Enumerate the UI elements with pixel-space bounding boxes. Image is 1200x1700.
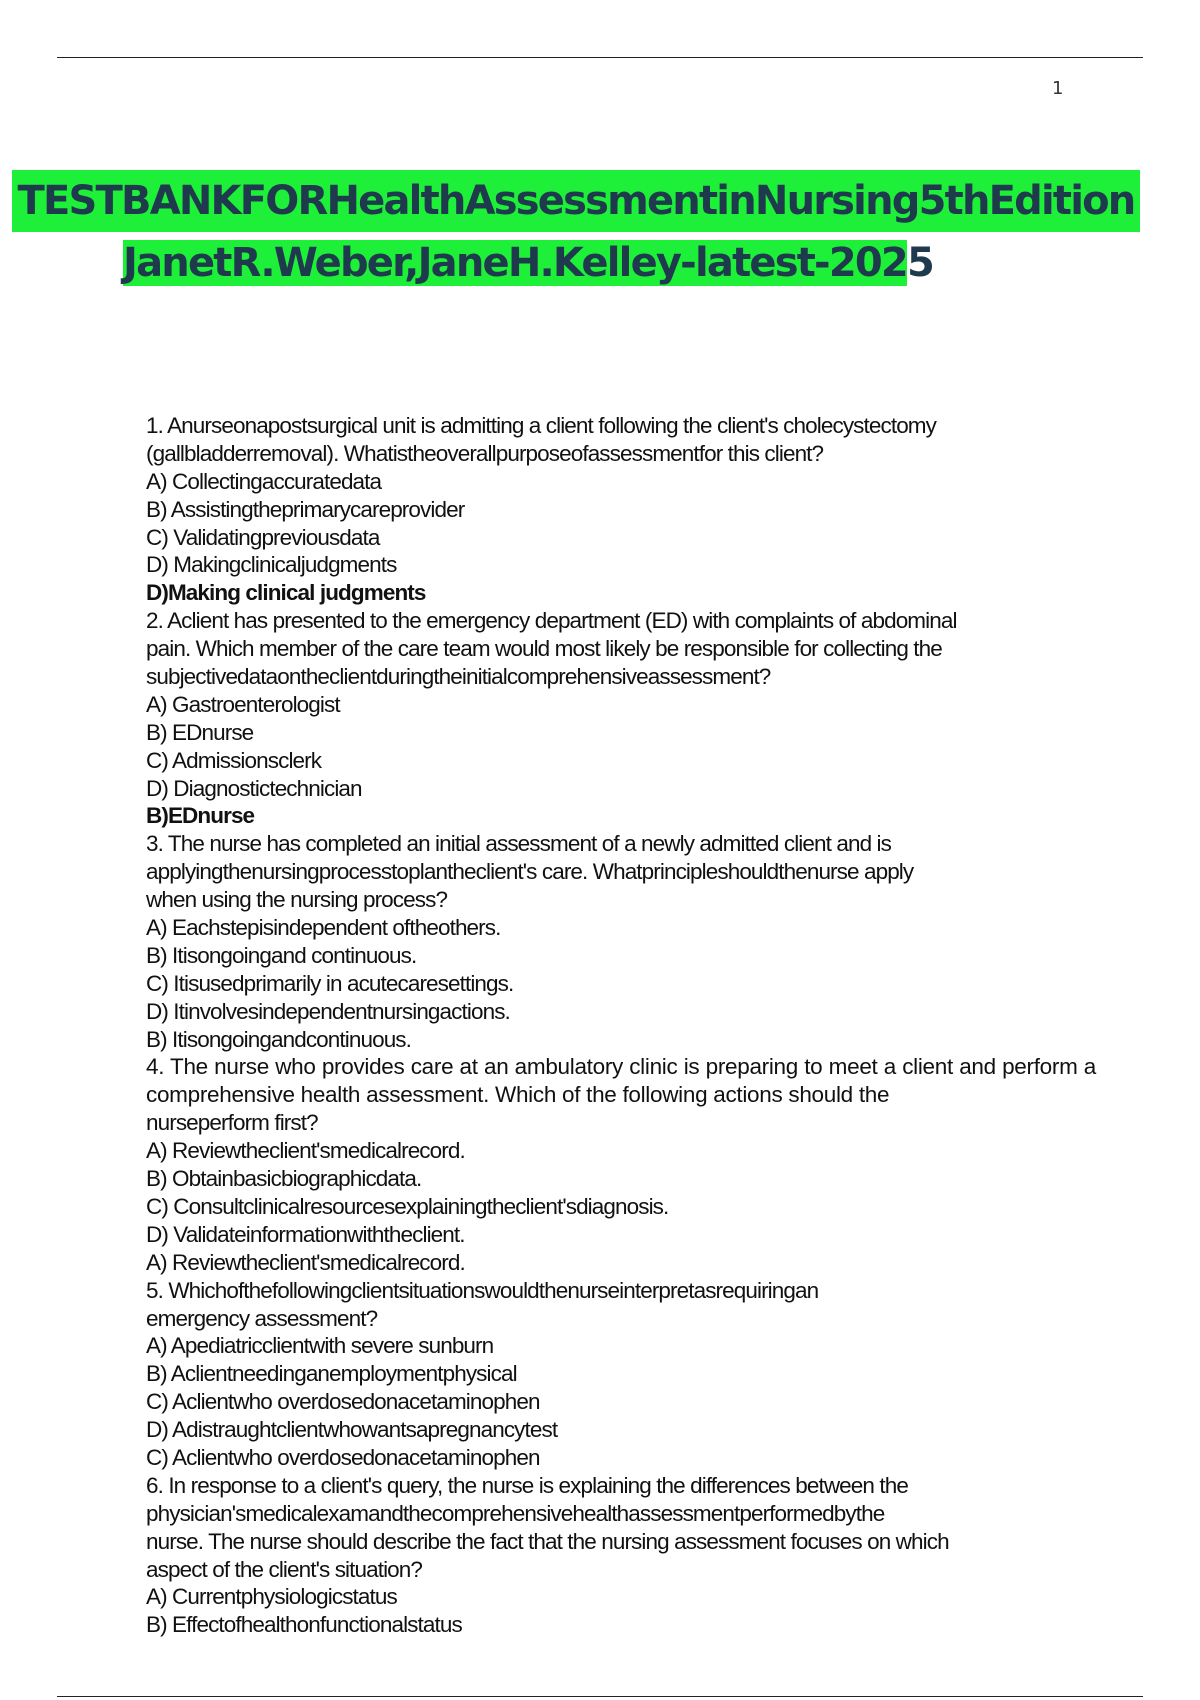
answer-option: B) EDnurse [146, 719, 254, 745]
title-highlighted-text: JanetR.Weber,JaneH.Kelley-latest-202 [123, 240, 907, 286]
correct-answer: A) Reviewtheclient'smedicalrecord. [146, 1249, 465, 1275]
answer-option: A) Eachstepisindependent oftheothers. [146, 915, 501, 941]
question-stem-line: nurse. The nurse should describe the fact that the nursing assessment focuses on which [146, 1528, 949, 1554]
answer-option: C) Validatingpreviousdata [146, 524, 380, 550]
correct-answer: D)Making clinical judgments [146, 580, 426, 606]
answer-option: B) Effectofhealthonfunctionalstatus [146, 1612, 462, 1638]
question-stem-line: 3. The nurse has completed an initial assessment of a newly admitted client and is [146, 831, 891, 857]
question-stem-line: aspect of the client's situation? [146, 1556, 423, 1582]
question-stem-line: 2. Aclient has presented to the emergency department (ED) with complaints of abdominal [146, 608, 957, 634]
question-block [146, 1472, 1096, 1639]
document-title-line-1: TESTBANKFORHealthAssessmentinNursing5thEdition [12, 170, 1140, 232]
question-block [146, 830, 1096, 1053]
question-stem-line: 1. Anurseonapostsurgical unit is admitting a client following the client's cholecystectomy [146, 413, 936, 438]
question-list [146, 412, 1096, 1639]
question-stem-line: 6. In response to a client's query, the nurse is explaining the differences between the [146, 1472, 908, 1498]
document-title-line-2 [123, 232, 933, 294]
answer-option: B) Obtainbasicbiographicdata. [146, 1166, 422, 1192]
answer-option: C) Itisusedprimarily in acutecaresettings. [146, 970, 514, 996]
answer-option: D) Makingclinicaljudgments [146, 552, 397, 578]
question-stem-line: pain. Which member of the care team would most likely be responsible for collecting the [146, 636, 942, 662]
answer-option: C) Consultclinicalresourcesexplainingtheclient'sdiagnosis. [146, 1193, 669, 1219]
header-rule [57, 57, 1143, 58]
question-stem-line: subjectivedataontheclientduringtheinitialcomprehensiveassessment? [146, 664, 771, 690]
question-block [146, 1277, 1096, 1472]
question-stem-line: physician'smedicalexamandthecomprehensivehealthassessmentperformedbythe [146, 1500, 885, 1526]
answer-option: B) Assistingtheprimarycareprovider [146, 496, 465, 522]
answer-option: B) Itisongoingand continuous. [146, 942, 417, 968]
question-block [146, 412, 1096, 607]
page-number: 1 [1052, 78, 1064, 99]
question-stem-line: emergency assessment? [146, 1305, 378, 1331]
question-stem-line: 5. Whichofthefollowingclientsituationswouldthenurseinterpretasrequiringan [146, 1277, 819, 1303]
question-stem-line: applyingthenursingprocesstoplantheclient's care. Whatprincipleshouldthenurse apply [146, 859, 914, 885]
answer-option: D) Adistraughtclientwhowantsapregnancytest [146, 1417, 558, 1443]
question-block [146, 1053, 1096, 1276]
answer-option: A) Gastroenterologist [146, 691, 340, 717]
question-block [146, 607, 1096, 830]
title-tail-text: 5 [906, 240, 933, 286]
correct-answer: C) Aclientwho overdosedonacetaminophen [146, 1444, 540, 1470]
answer-option: A) Apediatricclientwith severe sunburn [146, 1333, 494, 1359]
question-stem-line: when using the nursing process? [146, 887, 448, 913]
correct-answer: B)EDnurse [146, 803, 255, 829]
question-stem-line: 4. The nurse who provides care at an ambulatory clinic is preparing to meet a client and perform a comprehensive health assessment. Which of the following actions should the [146, 1054, 1096, 1108]
answer-option: A) Reviewtheclient'smedicalrecord. [146, 1138, 465, 1164]
correct-answer: B) Itisongoingandcontinuous. [146, 1026, 412, 1052]
answer-option: B) Aclientneedinganemploymentphysical [146, 1361, 517, 1387]
question-stem-line: nurseperform first? [146, 1110, 318, 1136]
answer-option: A) Collectingaccuratedata [146, 468, 382, 494]
answer-option: D) Diagnostictechnician [146, 775, 362, 801]
question-stem-line: (gallbladderremoval). Whatistheoverallpurposeofassessmentfor this client? [146, 440, 824, 466]
answer-option: D) Itinvolvesindependentnursingactions. [146, 998, 510, 1024]
answer-option: C) Aclientwho overdosedonacetaminophen [146, 1389, 540, 1415]
answer-option: A) Currentphysiologicstatus [146, 1584, 397, 1610]
answer-option: D) Validateinformationwiththeclient. [146, 1221, 465, 1247]
answer-option: C) Admissionsclerk [146, 747, 322, 773]
footer-rule [57, 1696, 1143, 1697]
